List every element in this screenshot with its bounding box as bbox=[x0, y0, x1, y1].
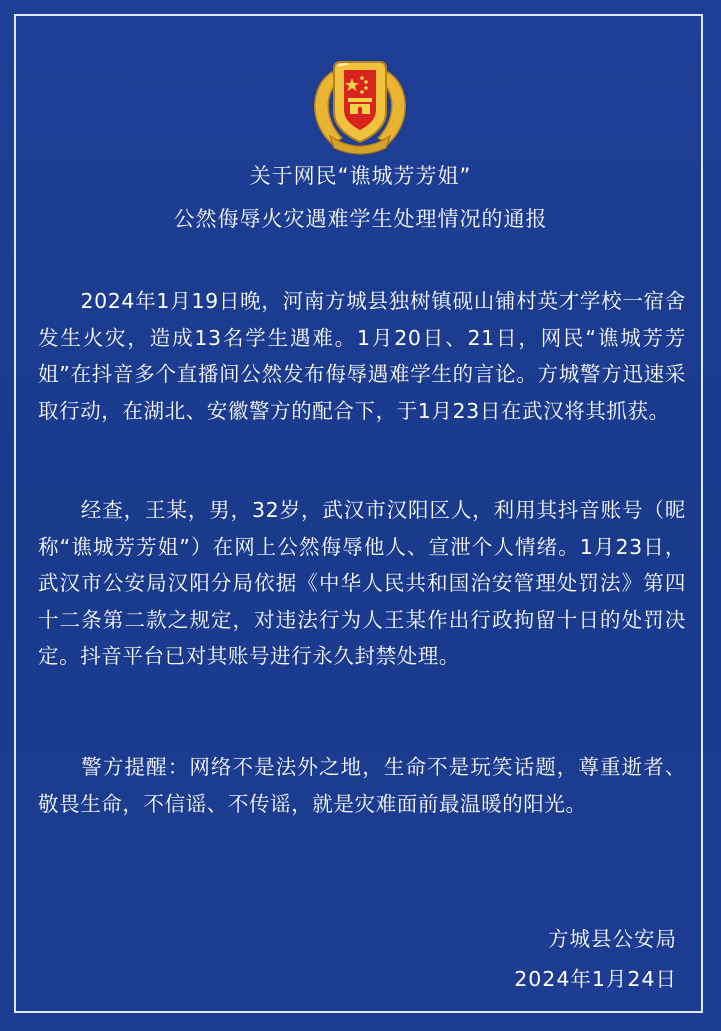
notice-paragraph-incident: 2024年1月19日晚，河南方城县独树镇砚山铺村英才学校一宿舍发生火灾，造成13名学生遇难。1月20日、21日，网民“谯城芳芳姐”在抖音多个直播间公然发布侮辱遇难学生的言论。方城警方迅速采取行动，在湖北、安徽警方的配合下，于1月23日在武汉将其抓获。 bbox=[38, 289, 686, 423]
notice-title-line1: 关于网民“谯城芳芳姐” bbox=[249, 164, 472, 188]
notice-paragraph-investigation: 经查，王某，男，32岁，武汉市汉阳区人，利用其抖音账号（昵称“谯城芳芳姐”）在网上公然侮辱他人、宣泄个人情绪。1月23日，武汉市公安局汉阳分局依据《中华人民共和国治安管理处罚法》第四十二条第二款之规定，对违法行为人王某作出行政拘留十日的处罚决定。抖音平台已对其账号进行永久封禁处理。 bbox=[38, 498, 686, 668]
notice-paragraph-reminder: 警方提醒：网络不是法外之地，生命不是玩笑话题，尊重逝者、敬畏生命，不信谣、不传谣，就是灾难面前最温暖的阳光。 bbox=[38, 755, 686, 816]
police-emblem-icon bbox=[302, 52, 418, 156]
issuer-signature: 方城县公安局 bbox=[548, 927, 677, 951]
issue-date: 2024年1月24日 bbox=[514, 967, 677, 991]
notice-title-line2: 公然侮辱火灾遇难学生处理情况的通报 bbox=[173, 207, 548, 231]
